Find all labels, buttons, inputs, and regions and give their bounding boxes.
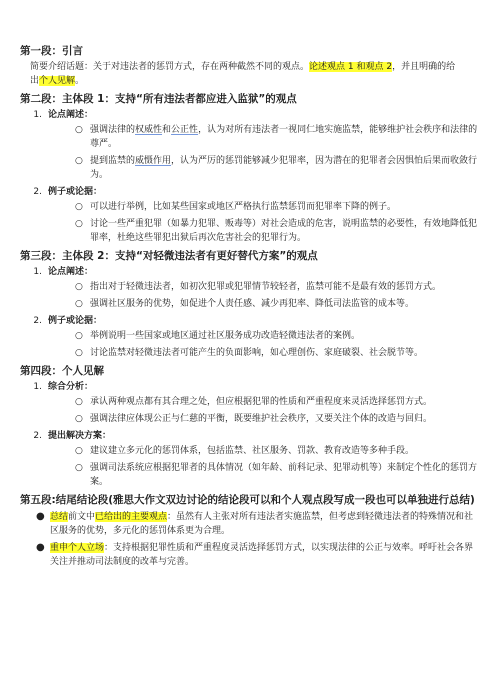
circle-bullet-icon: ○ xyxy=(75,282,83,292)
s3-item-2-bullet-1: ○ 举例说明一些国家或地区通过社区服务成功改造轻微违法者的案例。 xyxy=(75,331,361,341)
s3-item-1: 1. 论点阐述： xyxy=(33,267,94,277)
s2-item-2: 2. 例子或论据： xyxy=(33,187,103,197)
section-1-intro: 简要介绍话题：关于对违法者的惩罚方式，存在两种截然不同的观点。论述观点 1 和观点 2，并且明确的给 出个人见解。 xyxy=(30,62,456,86)
s3-item-1-bullet-2: ○ 强调社区服务的优势，如促进个人责任感、减少再犯率、降低司法监管的成本等。 xyxy=(75,299,415,309)
highlight-viewpoints: 论述观点 1 和观点 2 xyxy=(309,62,393,72)
intro-label: 简要介绍话题 xyxy=(30,62,85,72)
circle-bullet-icon: ○ xyxy=(75,348,83,358)
highlight-personal-view: 个人见解 xyxy=(39,76,76,86)
s2-item-2-bullet-2: ○ 讨论一些严重犯罪（如暴力犯罪、贩毒等）对社会造成的危害，说明监禁的必要性，有效地降低犯罪率，杜绝这些罪犯出狱后再次危害社会的犯罪行为。 xyxy=(75,219,478,243)
s2-item-1: 1. 论点阐述： xyxy=(33,110,94,120)
s5-bullet-2: ● 重申个人立场：支持根据犯罪性质和严重程度灵活选择惩罚方式，以实现法律的公正与效率。呼吁社会各界关注并推动司法制度的改革与完善。 xyxy=(36,542,474,567)
s2-item-1-bullet-2: ○ 提到监禁的威慑作用，认为严厉的惩罚能够减少犯罪率，因为潜在的犯罪者会因惧怕后果而收敛行为。 xyxy=(75,156,478,180)
circle-bullet-icon: ○ xyxy=(75,331,83,341)
section-3-heading: 第三段：主体段 2：支持“对轻微违法者有更好替代方案”的观点 xyxy=(20,250,318,262)
s5-bullet-1: ● 总结前文中已给出的主要观点：虽然有人主张对所有违法者实施监禁，但考虑到轻微违法者的特殊情况和社区服务的优势，多元化的惩罚体系更为合理。 xyxy=(36,511,474,536)
circle-bullet-icon: ○ xyxy=(75,219,83,229)
section-4-heading: 第四段：个人见解 xyxy=(20,365,104,377)
dot-bullet-icon: ● xyxy=(36,542,45,553)
circle-bullet-icon: ○ xyxy=(75,414,83,424)
s2-item-1-bullet-1: ○ 强调法律的权威性和公正性，认为对所有违法者一视同仁地实施监禁，能够维护社会秩序和法律的尊严。 xyxy=(75,125,478,149)
circle-bullet-icon: ○ xyxy=(75,463,83,473)
section-2-heading: 第二段：主体段 1：支持“所有违法者都应进入监狱”的观点 xyxy=(20,93,297,105)
s3-item-2: 2. 例子或论据： xyxy=(33,316,103,326)
circle-bullet-icon: ○ xyxy=(75,125,83,135)
s4-item-1-bullet-1: ○ 承认两种观点都有其合理之处，但应根据犯罪的性质和严重程度来灵活选择惩罚方式。 xyxy=(75,397,433,407)
circle-bullet-icon: ○ xyxy=(75,446,83,456)
s3-item-2-bullet-2: ○ 讨论监禁对轻微违法者可能产生的负面影响，如心理创伤、家庭破裂、社会脱节等。 xyxy=(75,348,424,358)
circle-bullet-icon: ○ xyxy=(75,156,83,166)
section-5-heading: 第五段:结尾结论段(雅思大作文双边讨论的结论段可以和个人观点段写成一段也可以单独进行总结) xyxy=(20,494,475,506)
s4-item-2: 2. 提出解决方案： xyxy=(33,431,112,441)
s4-item-2-bullet-1: ○ 建议建立多元化的惩罚体系，包括监禁、社区服务、罚款、教育改造等多种手段。 xyxy=(75,446,415,456)
s4-item-2-bullet-2: ○ 强调司法系统应根据犯罪者的具体情况（如年龄、前科记录、犯罪动机等）来制定个性化的惩罚方案。 xyxy=(75,463,478,487)
circle-bullet-icon: ○ xyxy=(75,397,83,407)
s4-item-1: 1. 综合分析： xyxy=(33,382,94,392)
section-1-heading: 第一段：引言 xyxy=(20,45,83,57)
s2-item-2-bullet-1: ○ 可以进行举例，比如某些国家或地区严格执行监禁惩罚而犯罪率下降的例子。 xyxy=(75,202,397,212)
circle-bullet-icon: ○ xyxy=(75,202,83,212)
dot-bullet-icon: ● xyxy=(36,511,45,522)
circle-bullet-icon: ○ xyxy=(75,299,83,309)
s4-item-1-bullet-2: ○ 强调法律应体现公正与仁慈的平衡，既要维护社会秩序，又要关注个体的改造与回归。 xyxy=(75,414,433,424)
s3-item-1-bullet-1: ○ 指出对于轻微违法者，如初次犯罪或犯罪情节较轻者，监禁可能不是最有效的惩罚方式。 xyxy=(75,282,442,292)
